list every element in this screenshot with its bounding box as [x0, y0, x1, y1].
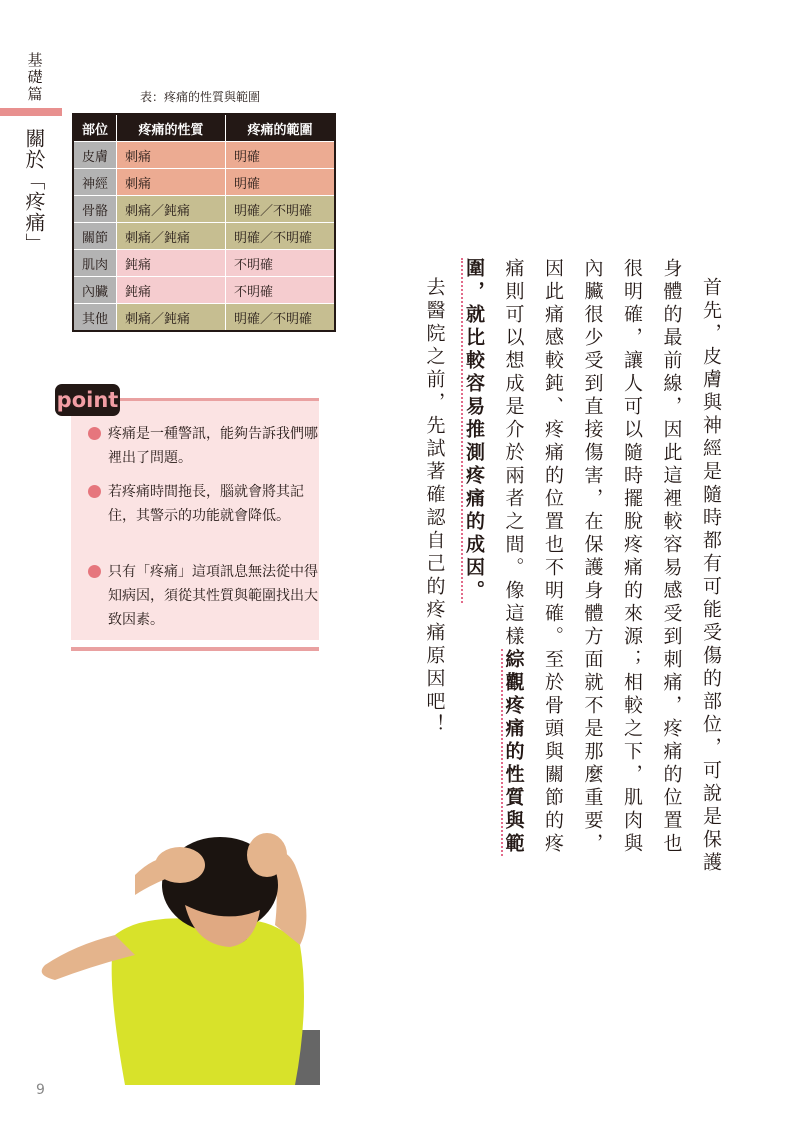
row-part: 神經 — [73, 169, 117, 196]
row-nature: 刺痛 — [117, 169, 226, 196]
chapter-label: 關於「疼痛」 — [22, 128, 46, 254]
table-row — [73, 250, 335, 277]
section-accent-bar — [0, 108, 62, 116]
row-part: 皮膚 — [73, 142, 117, 169]
point-item-text: 疼痛是一種警訊，能夠告訴我們哪裡出了問題。 — [108, 426, 318, 466]
shirt-icon — [112, 918, 304, 1085]
row-part: 關節 — [73, 223, 117, 250]
body-paragraph-1-text: 首先，皮膚與神經是隨時都有可能受傷的部位，可說是保護身體的最前線，因此這裡較容易感受到刺痛，疼痛的位置也很明確，讓人可以隨時擺脫疼痛的來源；相較之下，肌肉與內臟很少受到直接傷害，在保護身體方面就不是那麼重要，因此痛感較鈍、疼痛的位置也不明確。至於骨頭與關節的疼痛則可以想成是介於兩者之間。像這樣 — [502, 258, 722, 875]
bullet-dot-icon — [88, 485, 101, 498]
section-label: 基礎篇 — [27, 51, 43, 103]
point-item — [88, 422, 330, 470]
header-part: 部位 — [73, 114, 117, 142]
point-bottom-rule — [71, 647, 319, 651]
table-row — [73, 169, 335, 196]
row-nature: 刺痛 — [117, 142, 226, 169]
table-header-row — [73, 114, 335, 142]
row-range: 明確 — [226, 169, 336, 196]
row-nature: 刺痛／鈍痛 — [117, 304, 226, 332]
pain-table — [72, 113, 336, 332]
row-nature: 刺痛／鈍痛 — [117, 196, 226, 223]
right-hand-icon — [247, 833, 287, 877]
row-nature: 刺痛／鈍痛 — [117, 223, 226, 250]
body-text — [423, 258, 730, 878]
row-part: 肌肉 — [73, 250, 117, 277]
table-row — [73, 277, 335, 304]
point-top-rule — [112, 398, 319, 401]
row-range: 明確／不明確 — [226, 196, 336, 223]
table-caption: 表：疼痛的性質與範圍 — [140, 90, 261, 104]
point-item-text: 只有「疼痛」這項訊息無法從中得知病因，須從其性質與範圍找出大致因素。 — [108, 564, 318, 628]
row-range: 不明確 — [226, 277, 336, 304]
row-part: 其他 — [73, 304, 117, 332]
point-item — [88, 560, 330, 632]
point-tag: point — [55, 384, 120, 416]
row-range: 不明確 — [226, 250, 336, 277]
point-item — [88, 480, 330, 528]
table-row — [73, 223, 335, 250]
row-range: 明確 — [226, 142, 336, 169]
row-nature: 鈍痛 — [117, 250, 226, 277]
row-range: 明確／不明確 — [226, 223, 336, 250]
row-range: 明確／不明確 — [226, 304, 336, 332]
headache-photo — [35, 815, 335, 1085]
header-nature: 疼痛的性質 — [117, 114, 226, 142]
row-part: 內臟 — [73, 277, 117, 304]
row-part: 骨骼 — [73, 196, 117, 223]
bullet-dot-icon — [88, 427, 101, 440]
body-paragraph-1 — [454, 258, 731, 878]
body-paragraph-2: 去醫院之前，先試著確認自己的疼痛原因吧！ — [423, 277, 446, 737]
table-row — [73, 304, 335, 332]
header-range: 疼痛的範圍 — [226, 114, 336, 142]
row-nature: 鈍痛 — [117, 277, 226, 304]
body-highlight: 綜觀疼痛的性質與範圍，就比較容易推測疼痛的成因。 — [463, 258, 525, 856]
bullet-dot-icon — [88, 565, 101, 578]
point-item-text: 若疼痛時間拖長，腦就會將其記住，其警示的功能就會降低。 — [108, 484, 304, 524]
page-number: 9 — [36, 1082, 45, 1098]
table-row — [73, 196, 335, 223]
table-row — [73, 142, 335, 169]
